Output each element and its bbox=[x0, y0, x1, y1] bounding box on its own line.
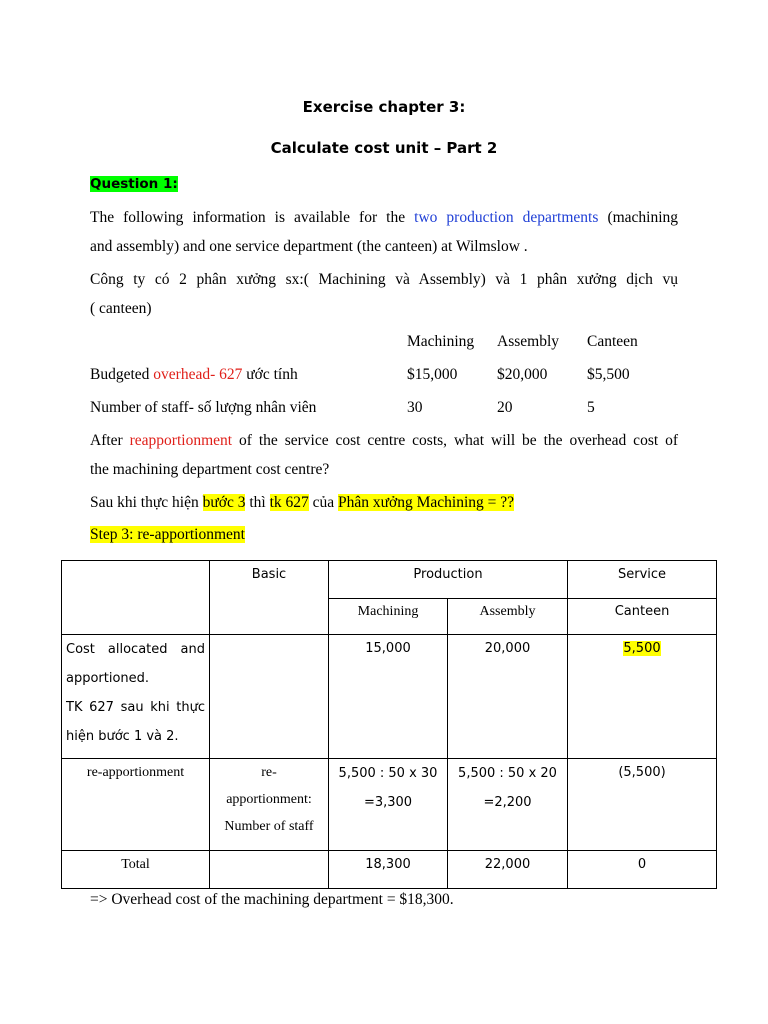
row-reapportionment-label: re-apportionment bbox=[62, 759, 210, 851]
intro-line-2: and assembly) and one service department (the canteen) at Wilmslow . bbox=[90, 238, 528, 255]
table-row bbox=[62, 759, 717, 851]
row-cost-allocated-basic bbox=[210, 635, 329, 759]
info-staff-assembly: 20 bbox=[497, 399, 513, 416]
row-reapportionment-basic: re- apportionment: Number of staff bbox=[210, 759, 329, 851]
conclusion-line: => Overhead cost of the machining department = $18,300. bbox=[90, 891, 454, 908]
vi-intro-line-2: ( canteen) bbox=[90, 300, 152, 317]
row-total-machining: 18,300 bbox=[329, 851, 448, 889]
step-label: Step 3: re-apportionment bbox=[90, 526, 245, 543]
header-machining: Machining bbox=[329, 599, 448, 635]
header-service: Service bbox=[568, 561, 717, 599]
row-total-assembly: 22,000 bbox=[448, 851, 568, 889]
info-row-staff-label: Number of staff- số lượng nhân viên bbox=[90, 399, 317, 416]
vi-intro-line-1: Công ty có 2 phân xưởng sx:( Machining và Assembly) và 1 phân xưởng dịch vụ bbox=[90, 271, 678, 288]
row-total-basic bbox=[210, 851, 329, 889]
highlight-blue-text: two production departments bbox=[414, 209, 599, 226]
row-total-label: Total bbox=[62, 851, 210, 889]
row-cost-allocated-machining: 15,000 bbox=[329, 635, 448, 759]
row-reapportionment-machining: 5,500 : 50 x 30 =3,300 bbox=[329, 759, 448, 851]
table-header-row bbox=[62, 561, 717, 599]
header-production: Production bbox=[329, 561, 568, 599]
row-cost-allocated-label: Cost allocated and apportioned. TK 627 sau khi thực hiện bước 1 và 2. bbox=[62, 635, 210, 759]
header-canteen: Canteen bbox=[568, 599, 717, 635]
row-cost-allocated-assembly: 20,000 bbox=[448, 635, 568, 759]
intro-line-1: The following information is available for the two production departments (machining bbox=[90, 209, 679, 226]
page-subtitle: Calculate cost unit – Part 2 bbox=[270, 139, 498, 157]
table-row bbox=[62, 851, 717, 889]
info-header-machining: Machining bbox=[407, 333, 475, 350]
page-title: Exercise chapter 3: bbox=[302, 98, 466, 116]
info-overhead-assembly: $20,000 bbox=[497, 366, 548, 383]
header-assembly: Assembly bbox=[448, 599, 568, 635]
info-staff-canteen: 5 bbox=[587, 399, 595, 416]
info-overhead-machining: $15,000 bbox=[407, 366, 458, 383]
table-corner-cell bbox=[62, 561, 210, 635]
info-staff-machining: 30 bbox=[407, 399, 423, 416]
row-reapportionment-canteen: (5,500) bbox=[568, 759, 717, 851]
vi-question-line: Sau khi thực hiện bước 3 thì tk 627 của Phân xưởng Machining = ?? bbox=[90, 494, 515, 511]
header-basic: Basic bbox=[210, 561, 329, 635]
info-header-assembly: Assembly bbox=[497, 333, 559, 350]
info-overhead-canteen: $5,500 bbox=[587, 366, 630, 383]
info-header-canteen: Canteen bbox=[587, 333, 638, 350]
row-total-canteen: 0 bbox=[568, 851, 717, 889]
row-cost-allocated-canteen: 5,500 bbox=[568, 635, 717, 759]
reapportionment-table bbox=[61, 560, 717, 889]
table-row bbox=[62, 635, 717, 759]
question-label: Question 1: bbox=[90, 176, 178, 192]
info-row-overhead-label: Budgeted overhead- 627 ước tính bbox=[90, 366, 298, 383]
question-line-1: After reapportionment of the service cost centre costs, what will be the overhead cost of bbox=[90, 432, 678, 449]
row-reapportionment-assembly: 5,500 : 50 x 20 =2,200 bbox=[448, 759, 568, 851]
question-line-2: the machining department cost centre? bbox=[90, 461, 330, 478]
